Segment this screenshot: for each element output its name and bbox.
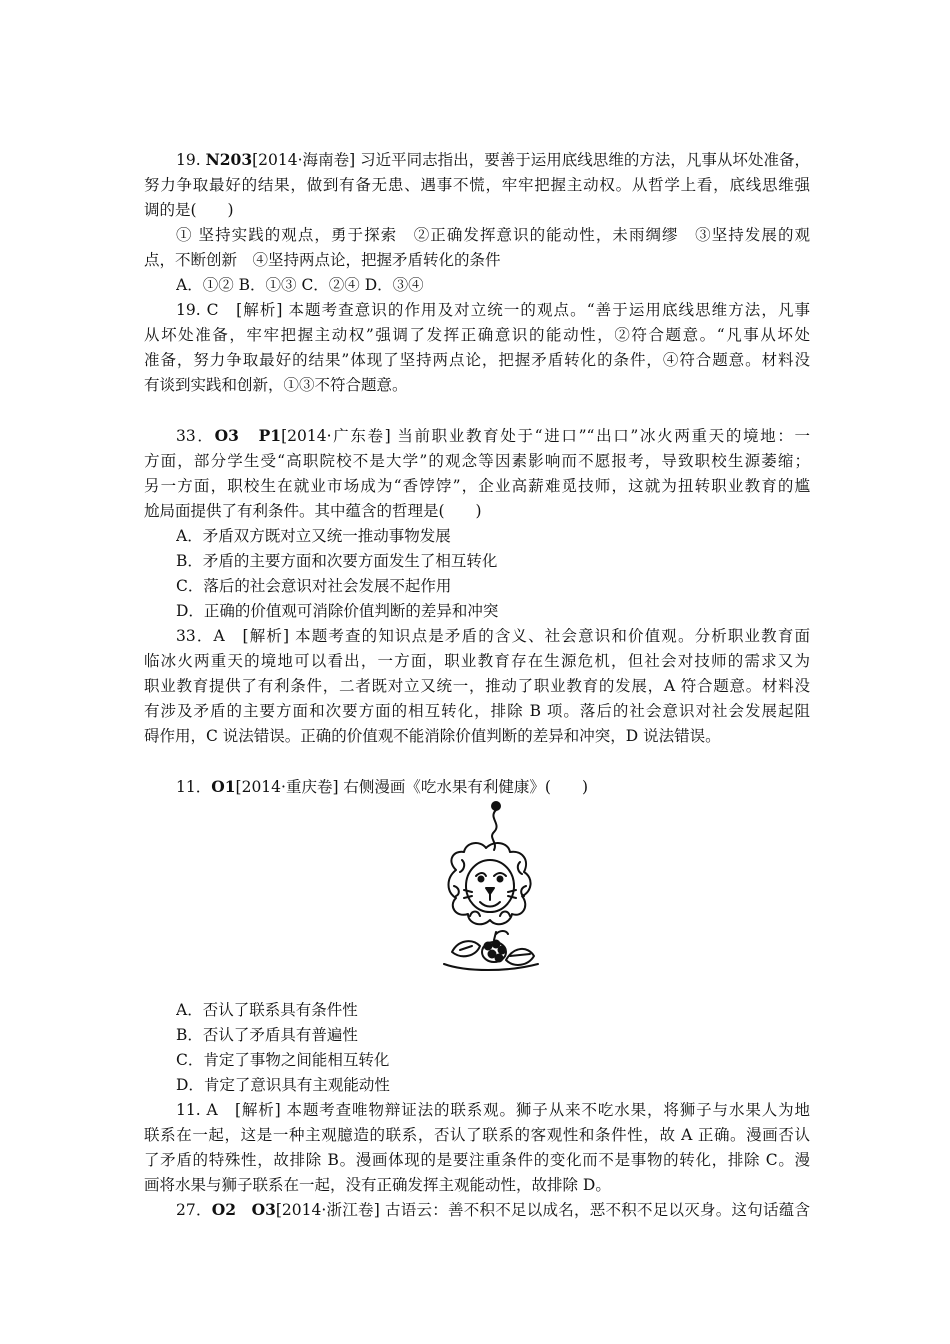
q33-line-4: 尬局面提供了有利条件。其中蕴含的哲理是( ) — [144, 502, 482, 520]
q33-option-d: D．正确的价值观可消除价值判断的差异和冲突 — [176, 602, 499, 620]
q27-line-1: 27．O2 O3[2014·浙江卷] 古语云：善不积不足以成名，恶不积不足以灭身。这句话蕴含 — [176, 1200, 810, 1219]
q11-option-c: C．肯定了事物之间能相互转化 — [176, 1051, 390, 1069]
q33-answer-2: 临冰火两重天的境地可以看出，一方面，职业教育存在生源危机，但社会对技师的需求又为 — [144, 652, 810, 670]
q11-option-d: D．肯定了意识具有主观能动性 — [176, 1076, 390, 1094]
q33-answer-5: 碍作用，C 说法错误。正确的价值观不能消除价值判断的差异和冲突，D 说法错误。 — [144, 727, 721, 745]
q19-code: N203 — [205, 150, 253, 169]
q33-line-1: 33．O3 P1[2014·广东卷] 当前职业教育处于“进口”“出口”冰火两重天的境地：一 — [176, 426, 810, 445]
q33-option-a: A．矛盾双方既对立又统一推动事物发展 — [176, 527, 451, 545]
q19-statements-2: 点，不断创新 ④坚持两点论，把握矛盾转化的条件 — [144, 251, 501, 269]
lion-fruit-cartoon — [436, 800, 546, 980]
q11-answer-2: 联系在一起，这是一种主观臆造的联系，否认了联系的客观性和条件性，故 A 正确。漫画否认 — [144, 1126, 810, 1144]
q27-code-1: O2 — [211, 1200, 237, 1219]
q33-answer-3: 职业教育提供了有利条件，二者既对立又统一，推动了职业教育的发展，A 符合题意。材料没 — [144, 677, 810, 695]
q33-answer-1: 33．A [解析] 本题考查的知识点是矛盾的含义、社会意识和价值观。分析职业教育面 — [176, 627, 810, 645]
q19-answer-2: 从坏处准备，牢牢把握主动权”强调了发挥正确意识的能动性，②符合题意。“凡事从坏处 — [144, 326, 810, 344]
analysis-tag: [解析] — [242, 627, 290, 645]
q33-line-3: 另一方面，职校生在就业市场成为“香饽饽”，企业高薪难觅技师，这就为扭转职业教育的尴 — [144, 477, 810, 495]
q19-line-2: 努力争取最好的结果，做到有备无患、遇事不慌，牢牢把握主动权。从哲学上看，底线思维强 — [144, 176, 810, 194]
q19-choices: A．①② B．①③ C．②④ D．③④ — [176, 276, 424, 294]
q19-line-1: 19. N203[2014·海南卷] 习近平同志指出，要善于运用底线思维的方法，凡事从坏处准备， — [176, 150, 810, 169]
q19-answer-1: 19. C [解析] 本题考查意识的作用及对立统一的观点。“善于运用底线思维方法，凡事 — [176, 301, 810, 319]
q11-code: O1 — [211, 777, 236, 796]
q11-option-b: B．否认了矛盾具有普遍性 — [176, 1026, 358, 1044]
q19-statements-1: ① 坚持实践的观点，勇于探索 ②正确发挥意识的能动性，未雨绸缪 ③坚持发展的观 — [176, 226, 810, 244]
q11-answer-3: 了矛盾的特殊性，故排除 B。漫画体现的是要注重条件的变化而不是事物的转化，排除 C。漫 — [144, 1151, 810, 1169]
q33-option-c: C．落后的社会意识对社会发展不起作用 — [176, 577, 452, 595]
q19-line-3: 调的是( ) — [144, 201, 234, 219]
q33-code-1: O3 — [214, 426, 239, 445]
q27-code-2: O3 — [251, 1200, 276, 1219]
q11-option-a: A．否认了联系具有条件性 — [176, 1001, 358, 1019]
q33-option-b: B．矛盾的主要方面和次要方面发生了相互转化 — [176, 552, 498, 570]
q11-answer-1: 11. A [解析] 本题考查唯物辩证法的联系观。狮子从来不吃水果，将狮子与水果人为地 — [176, 1101, 810, 1119]
q33-answer-4: 有涉及矛盾的主要方面和次要方面的相互转化，排除 B 项。落后的社会意识对社会发展起阻 — [144, 702, 810, 720]
q33-line-2: 方面，部分学生受“高职院校不是大学”的观念等因素影响而不愿报考，导致职校生源萎缩； — [144, 452, 810, 470]
analysis-tag: [解析] — [234, 1101, 281, 1119]
q19-answer-3: 准备，努力争取最好的结果”体现了坚持两点论，把握矛盾转化的条件，④符合题意。材料没 — [144, 351, 810, 369]
q33-code-2: P1 — [258, 426, 282, 445]
analysis-tag: [解析] — [236, 301, 283, 319]
q11-line-1: 11．O1[2014·重庆卷] 右侧漫画《吃水果有利健康》( ) — [176, 777, 589, 796]
q19-answer-4: 有谈到实践和创新，①③不符合题意。 — [144, 376, 408, 394]
q11-answer-4: 画将水果与狮子联系在一起，没有正确发挥主观能动性，故排除 D。 — [144, 1176, 611, 1194]
